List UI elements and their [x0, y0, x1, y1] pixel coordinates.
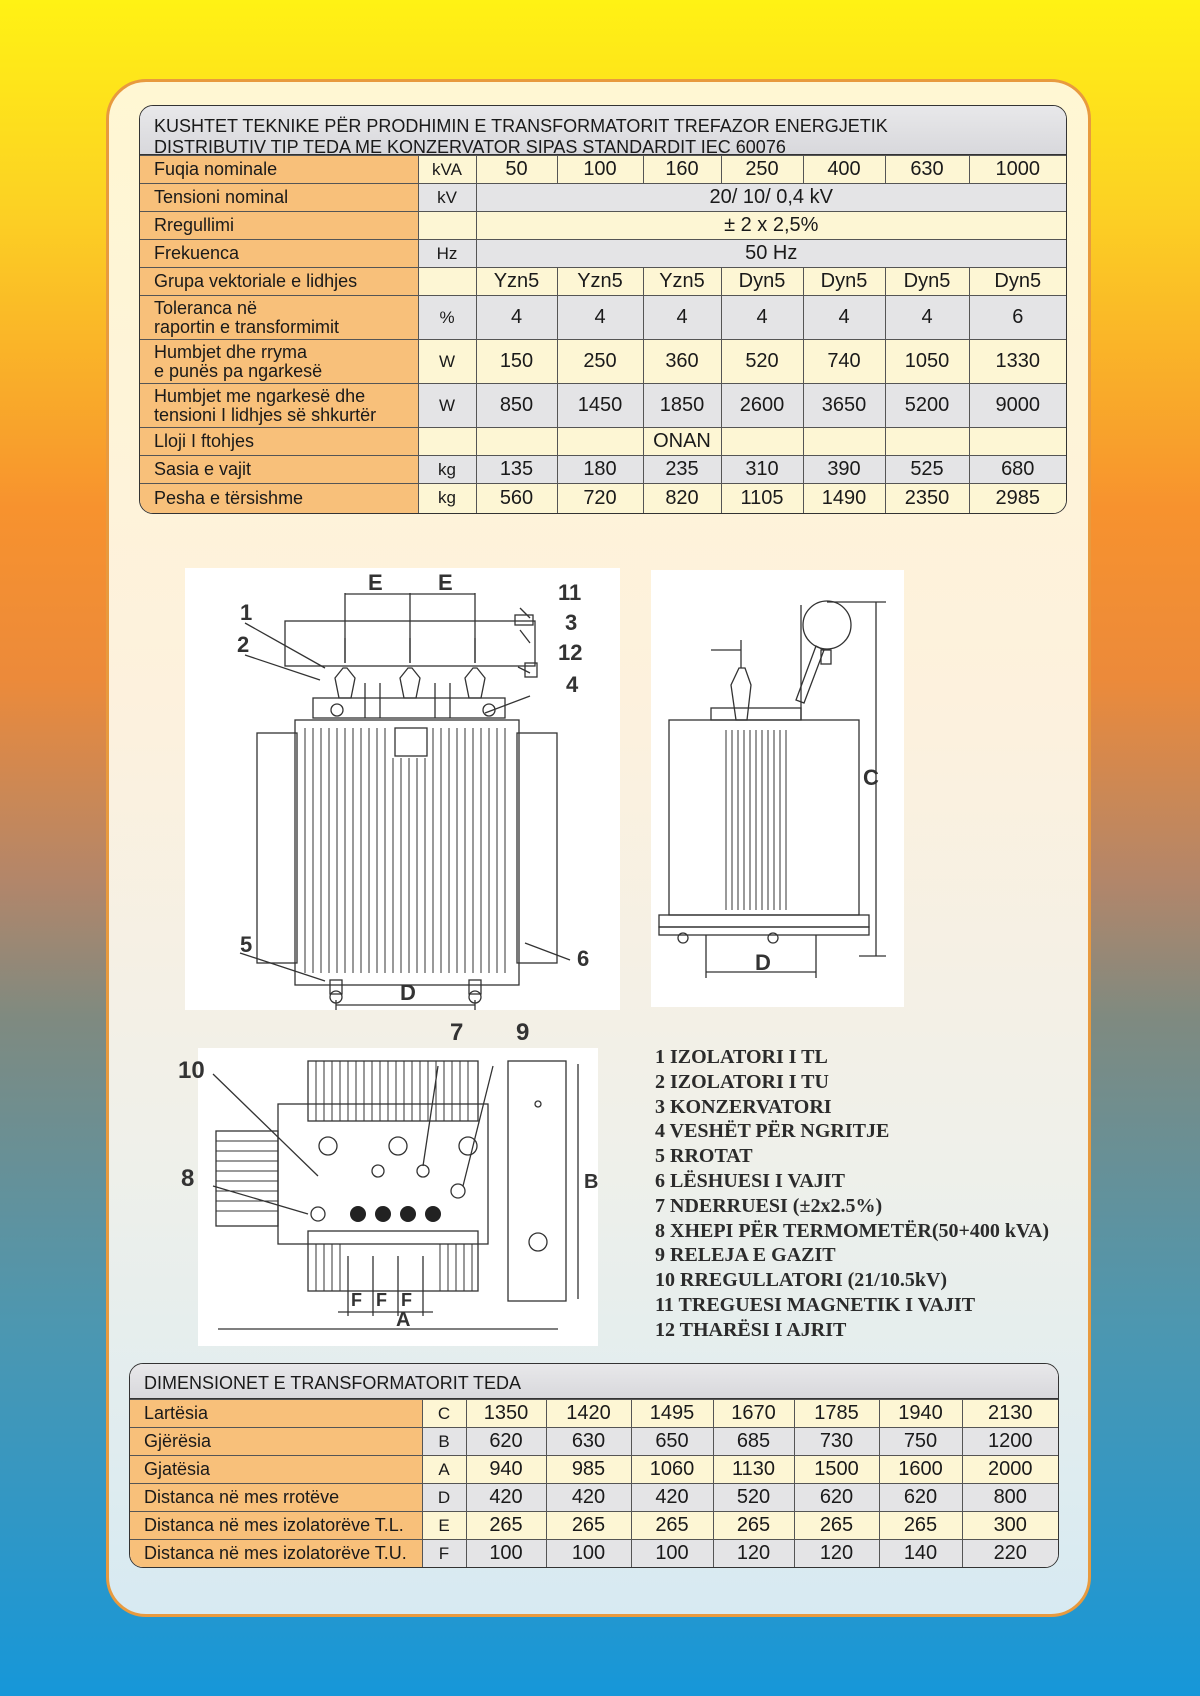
spec-cell: 390	[803, 456, 885, 484]
dimension-cell: 1350	[466, 1400, 546, 1428]
dimension-row-symbol: F	[422, 1540, 466, 1568]
dimension-cell: 100	[546, 1540, 631, 1568]
spec-row-unit: kVA	[418, 156, 476, 184]
dimension-row-symbol: C	[422, 1400, 466, 1428]
callout-10: 10	[178, 1057, 205, 1084]
dimension-cell: 2000	[962, 1456, 1058, 1484]
spec-cell: 1105	[721, 484, 803, 513]
dimension-cell: 1495	[631, 1400, 713, 1428]
dimension-cell: 100	[466, 1540, 546, 1568]
spec-row-label: Fuqia nominale	[140, 156, 418, 184]
dim-F-2: F	[376, 1290, 387, 1310]
spec-cell: 150	[476, 340, 557, 384]
spec-label-line2: tensioni I lidhjes së shkurtër	[154, 404, 377, 425]
spec-row	[140, 340, 1066, 384]
spec-row-label	[140, 340, 418, 384]
spec-cell: 630	[885, 156, 969, 184]
dimension-cell: 265	[879, 1512, 962, 1540]
spec-cell: 400	[803, 156, 885, 184]
legend-item: 2 IZOLATORI I TU	[655, 1070, 829, 1093]
dimension-cell: 140	[879, 1540, 962, 1568]
dimension-row	[130, 1428, 1058, 1456]
dimension-cell: 1130	[713, 1456, 794, 1484]
spec-row-label	[140, 296, 418, 340]
spec-cell: 525	[885, 456, 969, 484]
dimension-row-symbol: A	[422, 1456, 466, 1484]
front-view-drawing	[185, 568, 620, 1010]
spec-cell: 310	[721, 456, 803, 484]
dim-D-front: D	[400, 980, 416, 1005]
spec-cell: 1450	[557, 384, 643, 428]
dim-F-1: F	[351, 1290, 362, 1310]
dim-E-left: E	[368, 570, 383, 595]
dimension-row	[130, 1400, 1058, 1428]
spec-cell: Yzn5	[643, 268, 721, 296]
spec-label-line2: e punës pa ngarkesë	[154, 360, 323, 381]
dimension-cell: 265	[466, 1512, 546, 1540]
dim-F-3: F	[401, 1290, 412, 1310]
legend-item: 10 RREGULLATORI (21/10.5kV)	[655, 1269, 948, 1292]
spec-row	[140, 184, 1066, 212]
spec-label-line1: Toleranca në	[154, 297, 258, 318]
spec-cell: 180	[557, 456, 643, 484]
spec-cell: 50	[476, 156, 557, 184]
dimension-cell: 220	[962, 1540, 1058, 1568]
dimension-cell: 420	[631, 1484, 713, 1512]
spec-row-label: Sasia e vajit	[140, 456, 418, 484]
spec-cell: 1330	[969, 340, 1066, 384]
spec-row-label: Pesha e tërsishme	[140, 484, 418, 513]
dimension-row-symbol: B	[422, 1428, 466, 1456]
callout-4: 4	[566, 672, 579, 697]
spec-label-line2: raportin e transformimit	[154, 316, 340, 337]
spec-row-label	[140, 384, 418, 428]
dimension-cell: 1420	[546, 1400, 631, 1428]
component-legend	[655, 1045, 1049, 1343]
dimension-cell: 420	[466, 1484, 546, 1512]
callout-12: 12	[558, 640, 583, 665]
dimension-cell: 265	[546, 1512, 631, 1540]
dimension-row-symbol: E	[422, 1512, 466, 1540]
spec-cell: Dyn5	[885, 268, 969, 296]
dimension-cell: 420	[546, 1484, 631, 1512]
spec-cell: Dyn5	[721, 268, 803, 296]
legend-item: 4 VESHËT PËR NGRITJE	[655, 1120, 890, 1143]
legend-item: 7 NDERRUESI (±2x2.5%)	[655, 1194, 883, 1217]
spec-row	[140, 240, 1066, 268]
spec-cell: 250	[721, 156, 803, 184]
spec-cell	[721, 428, 803, 456]
spec-cell: 560	[476, 484, 557, 513]
dim-C: C	[863, 765, 879, 790]
dimension-cell: 520	[713, 1484, 794, 1512]
dimension-row-label: Gjërësia	[130, 1428, 422, 1456]
legend-item: 3 KONZERVATORI	[655, 1095, 832, 1118]
spec-cell: 160	[643, 156, 721, 184]
legend-item: 8 XHEPI PËR TERMOMETËR(50+400 kVA)	[655, 1219, 1050, 1242]
spec-row-unit	[418, 212, 476, 240]
spec-cell: 250	[557, 340, 643, 384]
legend-item: 9 RELEJA E GAZIT	[655, 1244, 836, 1267]
spec-row-unit: kV	[418, 184, 476, 212]
spec-cell: Yzn5	[476, 268, 557, 296]
spec-label-line1: Humbjet me ngarkesë dhe	[154, 385, 366, 406]
spec-cell: Yzn5	[557, 268, 643, 296]
dimension-cell: 750	[879, 1428, 962, 1456]
spec-row-unit: %	[418, 296, 476, 340]
spec-cell: 4	[557, 296, 643, 340]
front-view-svg	[185, 568, 620, 1010]
dimension-cell: 1500	[794, 1456, 879, 1484]
spec-cell: 520	[721, 340, 803, 384]
spec-cell	[476, 428, 557, 456]
callout-6: 6	[577, 946, 590, 971]
spec-row-span-value: 20/ 10/ 0,4 kV	[476, 184, 1066, 212]
legend-item: 11 TREGUESI MAGNETIK I VAJIT	[655, 1293, 976, 1316]
dimension-cell: 620	[879, 1484, 962, 1512]
callout-7: 7	[450, 1019, 464, 1046]
side-view-drawing	[651, 570, 904, 1007]
dimension-cell: 650	[631, 1428, 713, 1456]
spec-cell: 9000	[969, 384, 1066, 428]
spec-row-unit: kg	[418, 484, 476, 513]
dimension-cell: 620	[466, 1428, 546, 1456]
specifications-title-line2: DISTRIBUTIV TIP TEDA ME KONZERVATOR SIPAS STANDARDIT IEC 60076	[154, 137, 786, 157]
dimension-row-label: Lartësia	[130, 1400, 422, 1428]
spec-row-label: Lloji I ftohjes	[140, 428, 418, 456]
spec-row-unit: W	[418, 384, 476, 428]
spec-cell: 850	[476, 384, 557, 428]
spec-cell: Dyn5	[803, 268, 885, 296]
dimension-row	[130, 1456, 1058, 1484]
legend-item: 5 RROTAT	[655, 1145, 753, 1168]
legend-item: 12 THARËSI I AJRIT	[655, 1318, 847, 1341]
spec-cell: 4	[803, 296, 885, 340]
spec-cell: 2600	[721, 384, 803, 428]
dimension-cell: 940	[466, 1456, 546, 1484]
dimension-row	[130, 1512, 1058, 1540]
spec-cell: ONAN	[643, 428, 721, 456]
spec-cell: 100	[557, 156, 643, 184]
spec-row	[140, 296, 1066, 340]
spec-row-unit: W	[418, 340, 476, 384]
spec-cell: 1050	[885, 340, 969, 384]
callout-5: 5	[240, 932, 253, 957]
spec-cell: 1000	[969, 156, 1066, 184]
spec-cell: 2350	[885, 484, 969, 513]
dimension-cell: 620	[794, 1484, 879, 1512]
spec-cell: 5200	[885, 384, 969, 428]
specifications-title-line1: KUSHTET TEKNIKE PËR PRODHIMIN E TRANSFORMATORIT TREFAZOR ENERGJETIK	[154, 116, 888, 136]
spec-cell: 1850	[643, 384, 721, 428]
callout-2: 2	[237, 632, 250, 657]
dim-B: B	[584, 1171, 599, 1193]
spec-cell: 4	[643, 296, 721, 340]
top-view-svg	[178, 1016, 618, 1346]
callout-9: 9	[516, 1019, 530, 1046]
dimension-cell: 265	[794, 1512, 879, 1540]
specifications-table	[139, 105, 1067, 514]
spec-cell: 135	[476, 456, 557, 484]
dimension-row-label: Distanca në mes izolatorëve T.U.	[130, 1540, 422, 1568]
dimension-cell: 630	[546, 1428, 631, 1456]
callout-11: 11	[558, 580, 582, 605]
dimension-row-label: Distanca në mes izolatorëve T.L.	[130, 1512, 422, 1540]
spec-row-span-value: ± 2 x 2,5%	[476, 212, 1066, 240]
dimension-cell: 1200	[962, 1428, 1058, 1456]
spec-row-label: Tensioni nominal	[140, 184, 418, 212]
spec-cell: Dyn5	[969, 268, 1066, 296]
spec-cell: 4	[721, 296, 803, 340]
spec-row-span-value: 50 Hz	[476, 240, 1066, 268]
dimension-cell: 300	[962, 1512, 1058, 1540]
spec-label-line1: Humbjet dhe rryma	[154, 341, 308, 362]
spec-row-unit	[418, 268, 476, 296]
dimension-cell: 1670	[713, 1400, 794, 1428]
top-view-drawing	[178, 1016, 618, 1346]
dimension-row-label: Gjatësia	[130, 1456, 422, 1484]
spec-cell: 4	[885, 296, 969, 340]
legend-item: 6 LËSHUESI I VAJIT	[655, 1169, 845, 1192]
spec-cell: 740	[803, 340, 885, 384]
dim-E-right: E	[438, 570, 453, 595]
spec-row	[140, 384, 1066, 428]
dim-A: A	[396, 1309, 411, 1331]
dimension-cell: 100	[631, 1540, 713, 1568]
dimension-cell: 985	[546, 1456, 631, 1484]
spec-cell: 235	[643, 456, 721, 484]
spec-cell: 4	[476, 296, 557, 340]
dimension-row	[130, 1540, 1058, 1568]
spec-row	[140, 156, 1066, 184]
dimension-cell: 1940	[879, 1400, 962, 1428]
spec-cell: 360	[643, 340, 721, 384]
spec-row	[140, 456, 1066, 484]
spec-cell: 3650	[803, 384, 885, 428]
spec-row	[140, 268, 1066, 296]
dimension-cell: 2130	[962, 1400, 1058, 1428]
dimension-cell: 800	[962, 1484, 1058, 1512]
dimension-row-symbol: D	[422, 1484, 466, 1512]
callout-1: 1	[240, 600, 253, 625]
dimension-row	[130, 1484, 1058, 1512]
dimensions-title: DIMENSIONET E TRANSFORMATORIT TEDA	[130, 1364, 1058, 1399]
spec-cell	[885, 428, 969, 456]
spec-cell	[557, 428, 643, 456]
dimensions-table	[129, 1363, 1059, 1568]
specifications-grid	[140, 155, 1066, 513]
spec-row-unit: kg	[418, 456, 476, 484]
dimension-cell: 120	[794, 1540, 879, 1568]
spec-cell	[803, 428, 885, 456]
spec-cell	[969, 428, 1066, 456]
spec-row-label: Rregullimi	[140, 212, 418, 240]
spec-row	[140, 212, 1066, 240]
spec-row-unit: Hz	[418, 240, 476, 268]
spec-row-label: Grupa vektoriale e lidhjes	[140, 268, 418, 296]
dimension-cell: 1600	[879, 1456, 962, 1484]
dimension-cell: 1060	[631, 1456, 713, 1484]
spec-cell: 1490	[803, 484, 885, 513]
dimension-cell: 730	[794, 1428, 879, 1456]
dim-D-side: D	[755, 950, 771, 975]
spec-row-label: Frekuenca	[140, 240, 418, 268]
spec-cell: 820	[643, 484, 721, 513]
spec-cell: 720	[557, 484, 643, 513]
dimension-cell: 685	[713, 1428, 794, 1456]
dimension-cell: 265	[631, 1512, 713, 1540]
spec-cell: 680	[969, 456, 1066, 484]
legend-item: 1 IZOLATORI I TL	[655, 1046, 828, 1068]
dimension-cell: 1785	[794, 1400, 879, 1428]
spec-cell: 6	[969, 296, 1066, 340]
dimensions-grid	[130, 1399, 1058, 1567]
spec-cell: 2985	[969, 484, 1066, 513]
dimension-cell: 120	[713, 1540, 794, 1568]
spec-row	[140, 428, 1066, 456]
dimension-cell: 265	[713, 1512, 794, 1540]
specifications-title	[140, 106, 1066, 155]
spec-row-unit	[418, 428, 476, 456]
callout-3: 3	[565, 610, 578, 635]
side-view-svg	[651, 570, 904, 1007]
spec-row	[140, 484, 1066, 513]
dimension-row-label: Distanca në mes rrotëve	[130, 1484, 422, 1512]
callout-8: 8	[181, 1165, 195, 1192]
